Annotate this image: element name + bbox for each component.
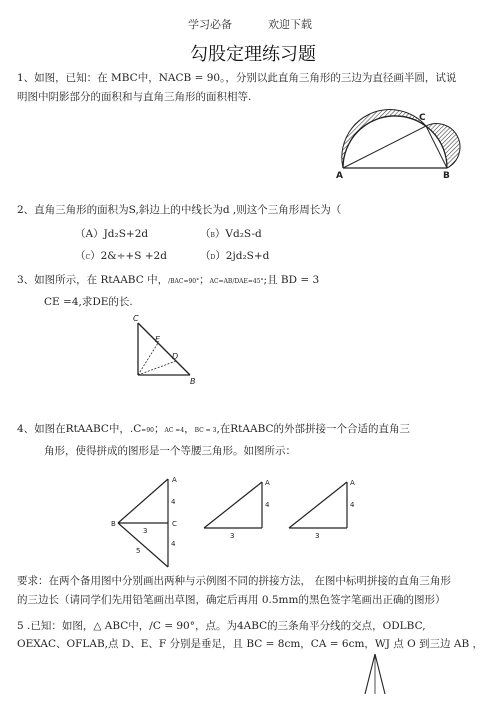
q2-option-b: （B）Vd₂S-d (200, 228, 262, 240)
q4-figure-backup-1 (200, 478, 280, 538)
q3-label-d: D (172, 352, 179, 361)
q4-requirement-1: 要求：在两个备用图中分别画出两种与示例图不同的拼接方法， 在图中标明拼接的直角三角形 (17, 575, 451, 587)
q2-text: 2、直角三角形的面积为S,斜边上的中线长为d ,则这个三角形周长为（ (17, 204, 342, 216)
q4-figure-backup-2 (285, 478, 365, 538)
q4-figure-example (110, 475, 190, 575)
q4-fig2-num-3: 3 (230, 532, 235, 540)
q4-fig1-num-4a: 4 (171, 498, 176, 506)
page-title: 勾股定理练习题 (190, 44, 316, 65)
header-left: 学习必备 (188, 18, 232, 31)
q4-line1: 4、如图在RtAABC中，.C=90；AC =4，BC = 3,在RtAABC的外部拼接一个合适的直角三 (17, 423, 411, 435)
q3-label-c: C (133, 314, 139, 323)
q4-fig1-label-a: A (172, 476, 177, 484)
q1-figure (333, 100, 483, 180)
q4-fig3-label-a: A (350, 479, 355, 487)
q1-line1: 1、如图，已知：在 MBC中，NACB = 90。，分别以此直角三角形的三边为直径画半圆，试说 (17, 72, 457, 84)
q1-label-b: B (443, 171, 450, 181)
q4-fig3-num-3: 3 (315, 532, 320, 540)
q5-line2: OEXAC、OFLAB,点 D、E、F 分别是垂足，且 BC = 8cm，CA = 6cm，WJ 点 O 到三边 AB ， (17, 638, 484, 650)
q1-line2: 明图中阴影部分的面积和与直角三角形的面积相等. (17, 91, 252, 103)
q2-option-c: （C）2&÷+S +2d (75, 250, 167, 262)
q3-line2: CE =4,求DE的长. (44, 296, 133, 308)
q2-option-a: （A）Jd₂S+2d (75, 228, 149, 240)
shaded-lune-left (342, 110, 426, 168)
q2-option-d: （D）2jd₂S+d (200, 250, 270, 262)
q4-fig3-num-4: 4 (350, 501, 355, 509)
q4-fig1-num-4b: 4 (171, 540, 176, 548)
q5-line1: 5 .已知：如图，△ ABC中，/C = 90°，点。为4ABC的三条角平分线的交点，ODLBC, (17, 620, 426, 632)
q5-figure (360, 652, 390, 697)
q4-fig1-label-c: C (172, 520, 177, 528)
q3-label-e: E (155, 335, 161, 344)
header-right: 欢迎下载 (268, 18, 312, 31)
q4-fig1-num-5: 5 (136, 547, 141, 555)
q4-requirement-2: 的三边长（请同学们先用铅笔画出草图，确定后再用 0.5mm的黑色签字笔画出正确的图形） (17, 594, 446, 606)
q4-fig1-num-3: 3 (143, 527, 148, 535)
shaded-lune-right (426, 124, 460, 168)
q4-line2: 角形，使得拼成的图形是一个等腰三角形。如图所示： (44, 445, 296, 457)
q3-line1: 3、如图所示，在 RtAABC 中，/BAC=90°；AC=AB/DAE=45°;且 BD = 3 (17, 274, 320, 286)
q4-fig1-label-b: B (111, 520, 116, 528)
q4-fig2-label-a: A (265, 479, 270, 487)
q3-figure (132, 315, 212, 390)
q1-label-c: C (419, 113, 426, 123)
q3-label-b: B (190, 377, 196, 386)
q1-label-a: A (336, 171, 343, 181)
q4-fig2-num-4: 4 (265, 501, 270, 509)
